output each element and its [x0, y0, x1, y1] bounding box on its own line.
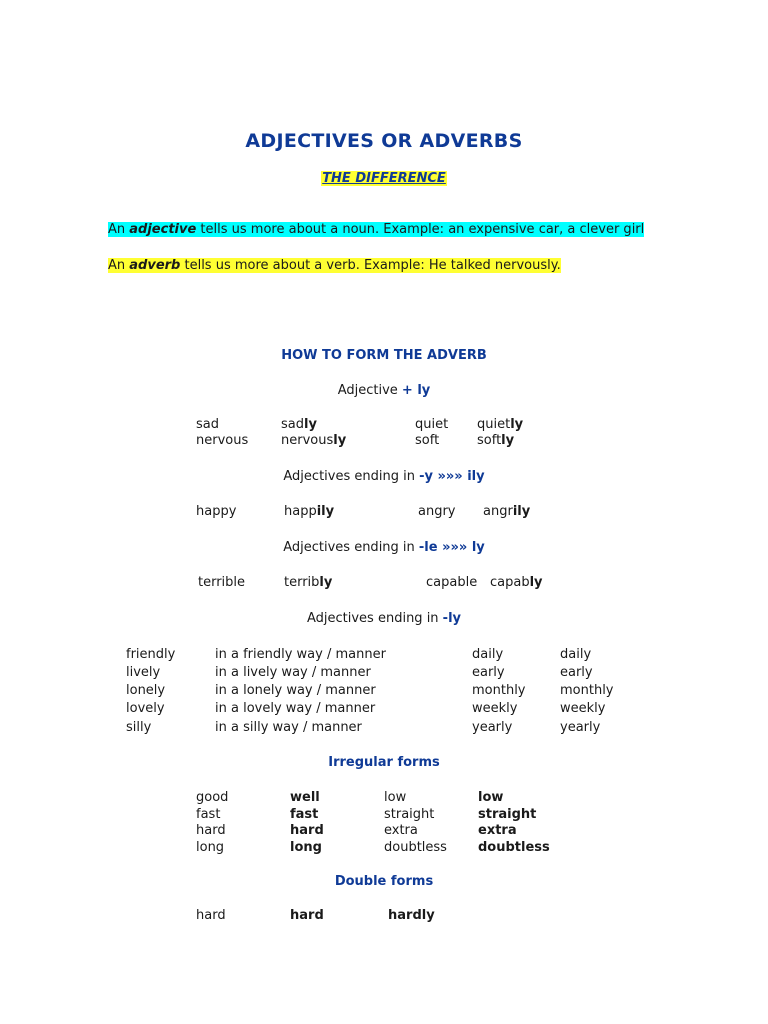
adverb-word: early — [560, 665, 593, 680]
adjective-word: silly — [126, 720, 152, 735]
phrase: in a silly way / manner — [215, 720, 362, 735]
adverb-word: angrily — [483, 504, 531, 519]
adverb-word: yearly — [560, 720, 601, 735]
adverb-word: hard — [290, 823, 324, 838]
adjective-word: angry — [418, 504, 456, 519]
adjective-word: nervous — [196, 433, 249, 448]
adverb-word: weekly — [560, 701, 606, 716]
rule1-heading: Adjective + ly — [337, 383, 431, 398]
adjective-word: lively — [126, 665, 161, 680]
adjective-word: good — [196, 790, 229, 805]
adjective-word: happy — [196, 504, 237, 519]
adjective-word: lovely — [126, 701, 165, 716]
adjective-word: early — [472, 665, 505, 680]
adjective-word: yearly — [472, 720, 513, 735]
adjective-word: sad — [196, 417, 219, 432]
adverb-word: softly — [477, 433, 515, 448]
double-heading: Double forms — [334, 874, 434, 889]
phrase: in a lonely way / manner — [215, 683, 376, 698]
adverb-word: extra — [478, 823, 517, 838]
phrase: in a lively way / manner — [215, 665, 371, 680]
adverb-word: happily — [284, 504, 335, 519]
adjective-word: long — [196, 840, 225, 855]
adverb-word: terribly — [284, 575, 333, 590]
adjective-word: friendly — [126, 647, 176, 662]
rule3-heading: Adjectives ending in -le »»» ly — [283, 540, 485, 555]
adverb-word: capably — [490, 575, 543, 590]
adjective-word: hard — [196, 823, 226, 838]
adjective-word: soft — [415, 433, 440, 448]
adverb-term: adverb — [129, 258, 181, 273]
page-title: ADJECTIVES OR ADVERBS — [245, 130, 523, 152]
adjective-word: monthly — [472, 683, 526, 698]
rule4-heading: Adjectives ending in -ly — [306, 611, 461, 626]
how-to-heading: HOW TO FORM THE ADVERB — [281, 348, 487, 363]
adjective-definition: An adjective tells us more about a noun. Example: an expensive car, a clever girl — [108, 222, 645, 237]
adverb-word: low — [478, 790, 504, 805]
adjective-word: quiet — [415, 417, 449, 432]
adjective-word: low — [384, 790, 407, 805]
adverb-word: well — [290, 790, 320, 805]
adverb-word: daily — [560, 647, 592, 662]
subtitle-row — [0, 171, 768, 186]
adjective-word: fast — [196, 807, 221, 822]
phrase: in a friendly way / manner — [215, 647, 386, 662]
adjective-word: straight — [384, 807, 435, 822]
adjective-word: lonely — [126, 683, 166, 698]
adjective-word: extra — [384, 823, 418, 838]
adjective-word: hard — [196, 908, 226, 923]
adverb-word: hard — [290, 908, 324, 923]
adverb-word: hardly — [388, 908, 435, 923]
adverb-word: long — [290, 840, 322, 855]
adjective-word: capable — [426, 575, 478, 590]
adverb-word: fast — [290, 807, 319, 822]
phrase: in a lovely way / manner — [215, 701, 376, 716]
adverb-definition: An adverb tells us more about a verb. Example: He talked nervously. — [108, 258, 561, 273]
irregular-heading: Irregular forms — [328, 755, 440, 770]
adverb-word: monthly — [560, 683, 614, 698]
adjective-word: doubtless — [384, 840, 447, 855]
rule2-heading: Adjectives ending in -y »»» ily — [283, 469, 485, 484]
adverb-word: quietly — [477, 417, 524, 432]
adverb-word: straight — [478, 807, 537, 822]
adjective-word: weekly — [472, 701, 518, 716]
subtitle: THE DIFFERENCE — [322, 171, 446, 186]
adverb-word: sadly — [281, 417, 317, 432]
adverb-word: nervously — [281, 433, 347, 448]
adjective-word: daily — [472, 647, 504, 662]
adjective-term: adjective — [129, 222, 197, 237]
adjective-word: terrible — [198, 575, 246, 590]
adverb-word: doubtless — [478, 840, 550, 855]
